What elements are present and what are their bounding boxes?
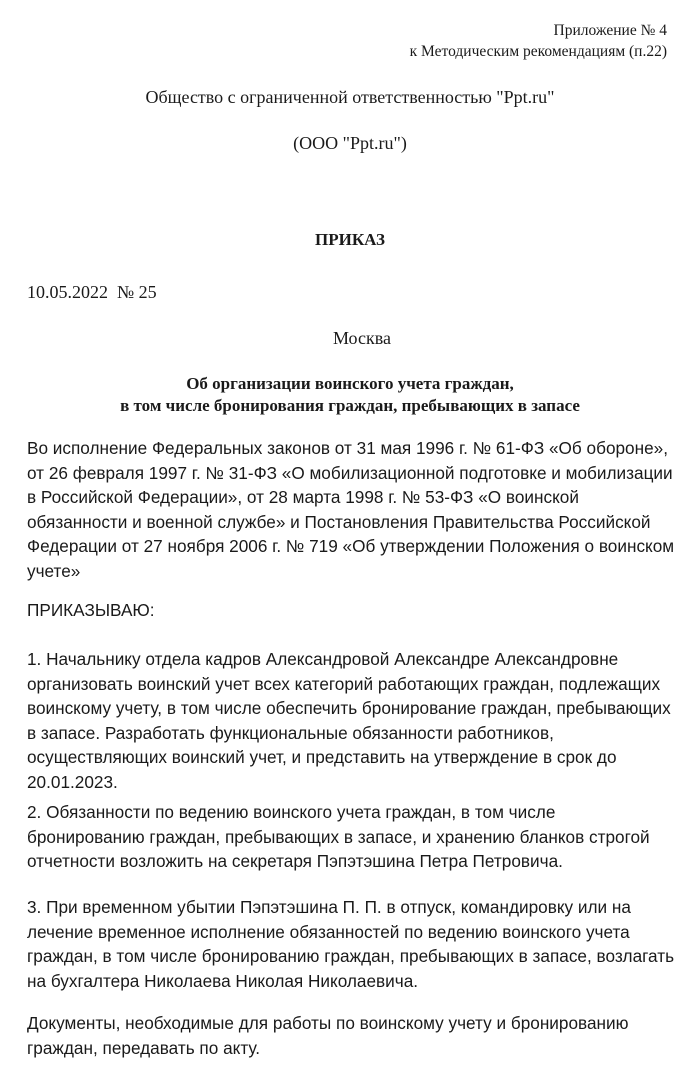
preamble-paragraph: Во исполнение Федеральных законов от 31 мая 1996 г. № 61-ФЗ «Об обороне», от 26 февраля 1997 г. № 31-ФЗ «О мобилизационной подготовке и мобилизации в Российской Федерации», от 28 марта 1998 г. № 53-ФЗ «О воинской обязанности и военной службе» и Постановления Правительства Российской Федерации от 27 ноября 2006 г. № 719 «Об утверждении Положения о воинском учете» [27,438,675,581]
document-subject [0,373,700,417]
order-item-1: 1. Начальнику отдела кадров Александровой Александре Александровне организовать воинский учет всех категорий работающих граждан, подлежащих воинскому учету, в том числе обеспечить бронирование граждан, пребывающих в запасе. Разработать функциональные обязанности работников, осуществляющих воинский учет, и представить на утверждение в срок до 20.01.2023. [27,649,671,792]
document-date-number: 10.05.2022 № 25 [27,282,157,302]
appendix-number: Приложение № 4 [553,22,667,39]
appendix-note [410,20,667,62]
order-item-3: 3. При временном убытии Пэпэтэшина П. П. в отпуск, командировку или на лечение временное исполнение обязанностей по ведению воинского учета граждан, в том числе бронированию граждан, пребывающих в запасе, возлагать на бухгалтера Николаева Николая Николаевича. [27,897,675,991]
organization-short-name: (ООО "Ppt.ru") [293,133,407,153]
order-word: ПРИКАЗЫВАЮ: [27,600,155,620]
appendix-reference: к Методическим рекомендациям (п.22) [409,43,667,60]
organization-full-name: Общество с ограниченной ответственностью "Ppt.ru" [145,87,555,107]
subject-line-2: в том числе бронирования граждан, пребывающих в запасе [120,396,580,415]
subject-line-1: Об организации воинского учета граждан, [186,374,514,393]
documents-paragraph: Документы, необходимые для работы по воинскому учету и бронированию граждан, передавать по акту. [27,1013,629,1058]
document-type-heading: ПРИКАЗ [315,230,385,249]
order-item-2: 2. Обязанности по ведению воинского учета граждан, в том числе бронированию граждан, пребывающих в запасе, и хранению бланков строгой отчетности возложить на секретаря Пэпэтэшина Петра Петровича. [27,802,650,871]
document-city: Москва [333,328,391,348]
